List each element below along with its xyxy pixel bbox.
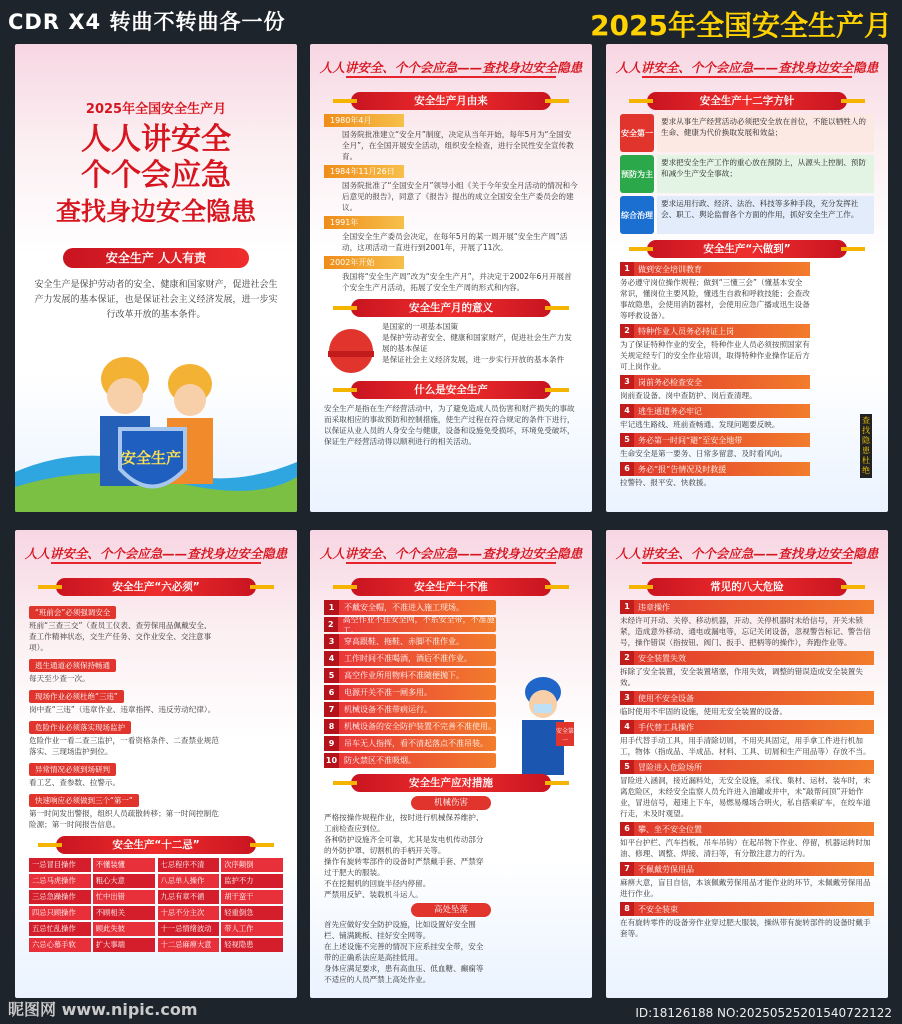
six-4-text: 生命安全是第一要务、日常多留意、及时看风向。 <box>620 449 788 458</box>
ten-item: 4 工作时间不准喝酒，酒后不准作业。 <box>324 651 496 666</box>
poster-title: 人人讲安全、个个会应急——查找身边安全隐患 <box>319 546 583 561</box>
danger-head: 5 冒险进入危险场所 <box>620 760 874 774</box>
section-measures: 安全生产应对措施 <box>351 774 551 792</box>
danger-text: 冒险进入涵洞，接近漏料处，无安全设施，采伐、集材、运材、装车时，未离危险区，未经安全监察人员允许进入油罐或井中，未“敲帮问顶”开始作业，冒进信号，超速上下车，易燃易爆场合明火，私自搭乘矿车，在绞车道行走，未及时观望。 <box>620 776 871 818</box>
headline-line-2: 个个会应急 <box>81 158 231 193</box>
shield-text: 安全生产 <box>121 449 182 467</box>
must-3-head: 危险作业必须落实现场监护 <box>29 721 131 734</box>
twelve-cell: 监护不力 <box>221 874 283 888</box>
ten-item: 2 高空作业不挂安全网，不系安全带，不准施工。 <box>324 617 496 632</box>
section-meaning: 安全生产月的意义 <box>351 299 551 317</box>
ten-item: 3 穿高跟鞋、拖鞋、赤脚不准作业。 <box>324 634 496 649</box>
danger-head: 7 不佩戴劳保用品 <box>620 862 874 876</box>
fall-item: 首先应做好安全防护设施，比如设置好安全围栏、铺满跳板、挂好安全网等。 <box>324 920 476 940</box>
mech-item: 严禁用反铲、装载机斗运人。 <box>324 890 423 899</box>
danger-text: 未经许可开动、关停、移动机器，开动、关停机器时未给信号，开关未锁紧，造成意外移动、通电或漏电等，忘记关闭设备，忽视警告标记、警告信号，操作错误（指按钮、阀门、扳手、把柄等的操作），奔跑作业等。 <box>620 616 871 647</box>
policy-2: 综合治理 要求运用行政、经济、法治、科技等多种手段，充分发挥社会、职工、舆论监督各个方面的作用，抓好安全生产工作。 <box>620 196 874 234</box>
year-0: 1980年4月 国务院批准建立“安全月”制度，决定从当年开始，每年5月为“全国安全月”，在全国开展安全活动，组织安全检查，进行全民性安全宣传教育。 <box>324 114 578 162</box>
fall-item: 在上述设施不完善的情况下应系挂安全带，安全带的正确系法应是高挂低用。 <box>324 942 484 962</box>
danger-head: 4 手代替工具操作 <box>620 720 874 734</box>
six-3-head: 4 逃生通道务必牢记 <box>620 404 810 418</box>
hazard-sign: 查找隐患杜绝 <box>860 414 872 478</box>
section-policy: 安全生产十二字方针 <box>647 92 847 110</box>
twelve-cell: 十忌不分主次 <box>158 906 220 920</box>
twelve-cell: 不顾相关 <box>93 906 155 920</box>
must-5-text: 第一时间发出警报，组织人员疏散转移；第一时间控制危险源；第一时间报告信息。 <box>29 809 219 829</box>
fall-list <box>324 919 484 985</box>
must-2-head: 现场作业必须杜绝“三违” <box>29 690 124 703</box>
danger-text: 用手代替手动工具，用手清除切屑，不用夹具固定，用手拿工件进行机加工，物体（指成品、半成品、材料、工具、切屑和生产用品等）存放不当。 <box>620 736 871 756</box>
poster-title: 人人讲安全、个个会应急——查找身边安全隐患 <box>615 546 879 561</box>
ten-item: 8 机械设备的安全防护装置不完善不准使用。 <box>324 719 496 734</box>
must-1-text: 每天至少查一次。 <box>29 674 90 683</box>
must-1-head: 逃生通道必须保持畅通 <box>29 659 116 672</box>
twelve-cell: 二忌马虎操作 <box>29 874 91 888</box>
year-3: 2002年开始 我国将“安全生产周”改为“安全生产月”，并决定于2002年6月开展首个安全生产月活动，拓展了安全生产周的形式和内容。 <box>324 256 578 293</box>
image-id: ID:18126188 NO:20250525201540722122 <box>635 1006 892 1020</box>
poster-ten-nots <box>310 530 592 998</box>
twelve-cell: 胡干蛮干 <box>221 890 283 904</box>
cover-body: 安全生产是保护劳动者的安全、健康和国家财产，促进社会生产力发展的基本保证，也是保证社会主义经济发展，进一步实行改革开放的基本条件。 <box>34 280 278 320</box>
twelve-cell: 四忌只顾操作 <box>29 906 91 920</box>
meaning-block <box>324 321 578 375</box>
danger-head: 1 违章操作 <box>620 600 874 614</box>
twelve-cell: 扩大事端 <box>93 938 155 952</box>
six-3-text: 牢记逃生路线、班前查畅通、发现问题要反映。 <box>620 420 780 429</box>
twelve-cell: 轻视隐患 <box>221 938 283 952</box>
must-0-head: “班前会”必须强调安全 <box>29 606 116 619</box>
twelve-cell: 轻重倒急 <box>221 906 283 920</box>
policy-1: 预防为主 要求把安全生产工作的重心放在预防上，从源头上控制、预防和减少生产安全事故； <box>620 155 874 193</box>
section-what: 什么是安全生产 <box>351 381 551 399</box>
twelve-cell: 七忌程序不清 <box>158 858 220 872</box>
six-5-text: 拉警铃、报平安、快救援。 <box>620 478 712 487</box>
twelve-cell: 六忌心慕手软 <box>29 938 91 952</box>
poster-policy <box>606 44 888 512</box>
poster-title: 人人讲安全、个个会应急——查找身边安全隐患 <box>615 60 879 75</box>
mech-list <box>324 812 484 900</box>
danger-head: 8 不安全装束 <box>620 902 874 916</box>
twelve-cell: 三忌急躁操作 <box>29 890 91 904</box>
meaning-2: 是保证社会主义经济发展，进一步实行开放的基本条件 <box>382 355 565 364</box>
workers-illustration <box>85 344 235 504</box>
danger-text: 在有旋转零件的设备旁作业穿过肥大服装，操纵带有旋转部件的设备时戴手套等。 <box>620 918 871 938</box>
twelve-cell: 顾此失彼 <box>93 922 155 936</box>
danger-head: 2 安全装置失效 <box>620 651 874 665</box>
section-dangers: 常见的八大危险 <box>647 578 847 596</box>
danger-head: 6 攀、坐不安全位置 <box>620 822 874 836</box>
poster-title: 人人讲安全、个个会应急——查找身边安全隐患 <box>319 60 583 75</box>
twelve-cell: 不懂装懂 <box>93 858 155 872</box>
twelve-cell: 忙中出错 <box>93 890 155 904</box>
poster-cover <box>15 44 297 512</box>
header-right: 2025年全国安全生产月 <box>590 9 892 42</box>
six-0-text: 务必遵守岗位操作规程；做到“三懂三会”（懂基本安全常识，懂岗位主要风险，懂逃生自救和呼救技能；会查改事故隐患，会使用消防器材，会使用应急广播或迅生设备等呼救设备）。 <box>620 278 810 320</box>
must-3-text: 危险作业一看二查三监护，一看资格条件、二查禁业规范落实、三现场监护到位。 <box>29 736 219 756</box>
ten-item: 7 机械设备不准带病运行。 <box>324 702 496 717</box>
twelve-cell: 九忌有章不循 <box>158 890 220 904</box>
poster-six-musts <box>15 530 297 998</box>
danger-head: 3 使用不安全设备 <box>620 691 874 705</box>
twelve-cell: 八忌单人操作 <box>158 874 220 888</box>
policy-0: 安全第一 要求从事生产经营活动必须把安全放在首位，不能以牺牲人的生命、健康为代价换取发展和效益； <box>620 114 874 152</box>
headline-line-3: 查找身边安全隐患 <box>55 197 256 226</box>
twelve-grid <box>29 858 283 952</box>
twelve-cell: 带人工作 <box>221 922 283 936</box>
meaning-0: 是国家的一项基本国策 <box>382 322 458 331</box>
ten-item: 10 防火禁区不准吸烟。 <box>324 753 496 768</box>
ten-item: 5 高空作业所用物料不准随便抛下。 <box>324 668 496 683</box>
helmet-icon <box>324 321 378 375</box>
sub-fall: 高处坠落 <box>411 903 491 917</box>
six-4-head: 5 务必第一时间“避”至安全地带 <box>620 433 810 447</box>
header-left: CDR X4 转曲不转曲各一份 <box>8 10 286 34</box>
ten-list <box>324 600 496 768</box>
must-0-text: 班前“三查三交”（查员工仪表、查劳保用品佩戴安全、查工作精神状态，交生产任务、交作业安全、交注意事项）。 <box>29 621 212 652</box>
section-twelve: 安全生产“十二忌” <box>56 836 256 854</box>
must-4-text: 看工艺、查参数、拉警示。 <box>29 778 121 787</box>
danger-text: 麻痹大意，盲目自信，本该佩戴劳保用品才能作业的环节，未佩戴劳保用品进行作业。 <box>620 878 871 898</box>
cover-ribbon: 安全生产 人人有责 <box>63 248 249 268</box>
year-1: 1984年11月26日 国务院批准了“全国安全月”领导小组《关于今年安全月活动的情况和今后意见的报告》，同意了《报告》提出的成立全国安全生产委员会的建议。 <box>324 165 578 213</box>
section-six-musts: 安全生产“六必须” <box>56 578 256 596</box>
what-text: 安全生产是指在生产经营活动中，为了避免造成人员伤害和财产损失的事故而采取相应的事故预防和控制措施，使生产过程在符合规定的条件下进行，以保证从业人员的人身安全与健康，设备和设施免受损坏，环境免受破坏，保证生产经营活动得以顺利进行的相关活动。 <box>324 404 575 446</box>
badge-text: 安全第一 <box>556 728 575 744</box>
mech-item: 不在挖掘机的回旋半径内停留。 <box>324 879 431 888</box>
section-ten: 安全生产十不准 <box>351 578 551 596</box>
twelve-cell: 五忌忙乱操作 <box>29 922 91 936</box>
watermark: 昵图网 www.nipic.com <box>8 1000 198 1019</box>
year-2: 1991年 全国安全生产委员会决定，在每年5月的某一周开展“安全生产周”活动，这项活动一直进行到2001年，开展了11次。 <box>324 216 578 253</box>
poster-title: 人人讲安全、个个会应急——查找身边安全隐患 <box>24 546 288 561</box>
six-2-head: 3 岗前务必检查安全 <box>620 375 810 389</box>
fall-item: 身体应满足要求，患有高血压、低血糖、癫痫等不适应的人员严禁上高处作业。 <box>324 964 484 984</box>
section-origin: 安全生产月由来 <box>351 92 551 110</box>
cover-year: 2025年全国安全生产月 <box>85 102 227 117</box>
poster-origin <box>310 44 592 512</box>
mech-item: 操作有旋转零部件的设备时严禁戴手套、严禁穿过于肥大的服装。 <box>324 857 484 877</box>
ten-item: 6 电源开关不准一闸多用。 <box>324 685 496 700</box>
twelve-cell: 一忌冒目操作 <box>29 858 91 872</box>
danger-text: 临时使用不牢固的设施，使用无安全装置的设备。 <box>620 707 788 716</box>
must-4-head: 异常情况必须到场研判 <box>29 763 116 776</box>
six-5-head: 6 务必“报”告情况及时救援 <box>620 462 810 476</box>
danger-text: 拆除了安全装置，安全装置堵塞，作用失效，调整的错误造成安全装置失效。 <box>620 667 863 687</box>
sub-mechanical: 机械伤害 <box>411 796 491 810</box>
six-2-text: 岗前查设备、岗中查防护、岗后查清理。 <box>620 391 757 400</box>
worker-mask-illustration <box>508 670 578 780</box>
mech-item: 各种防护设施齐全可靠，尤其是发电机传动部分的外防护罩、切割机的手柄开关等。 <box>324 835 484 855</box>
headline-line-1: 人人讲安全 <box>81 122 231 157</box>
twelve-cell: 十二忌麻痹大意 <box>158 938 220 952</box>
cover-headline <box>15 122 297 230</box>
ten-item: 1 不戴安全帽，不准进入施工现场。 <box>324 600 496 615</box>
poster-eight-dangers <box>606 530 888 998</box>
six-0-head: 1 做到安全培训教育 <box>620 262 810 276</box>
section-six: 安全生产“六做到” <box>647 240 847 258</box>
ten-item: 9 吊车无人指挥，看不清起落点不准吊装。 <box>324 736 496 751</box>
meaning-1: 是保护劳动者安全、健康和国家财产，促进社会生产力发展的基本保证 <box>382 333 572 353</box>
six-1-head: 2 特种作业人员务必持证上岗 <box>620 324 810 338</box>
six-1-text: 为了保证特种作业的安全，特种作业人员必须按照国家有关规定经专门的安全作业培训，取得特种作业操作证后方可上岗作业。 <box>620 340 810 371</box>
twelve-cell: 次序颠倒 <box>221 858 283 872</box>
twelve-cell: 十一忌情绪波动 <box>158 922 220 936</box>
mech-item: 严格按操作规程作业，按时进行机械保养维护、工前检查应到位。 <box>324 813 484 833</box>
must-5-head: 快速响应必须做到三个“第一” <box>29 794 139 807</box>
twelve-cell: 粗心大意 <box>93 874 155 888</box>
must-2-text: 岗中查“三违”（违章作业、违章指挥、违反劳动纪律）。 <box>29 705 216 714</box>
danger-text: 如平台护栏、汽车挡板、吊车吊钩）在起吊物下作业、停留，机器运转时加油、修理、调整、焊接、清扫等，有分散注意力的行为。 <box>620 838 871 858</box>
